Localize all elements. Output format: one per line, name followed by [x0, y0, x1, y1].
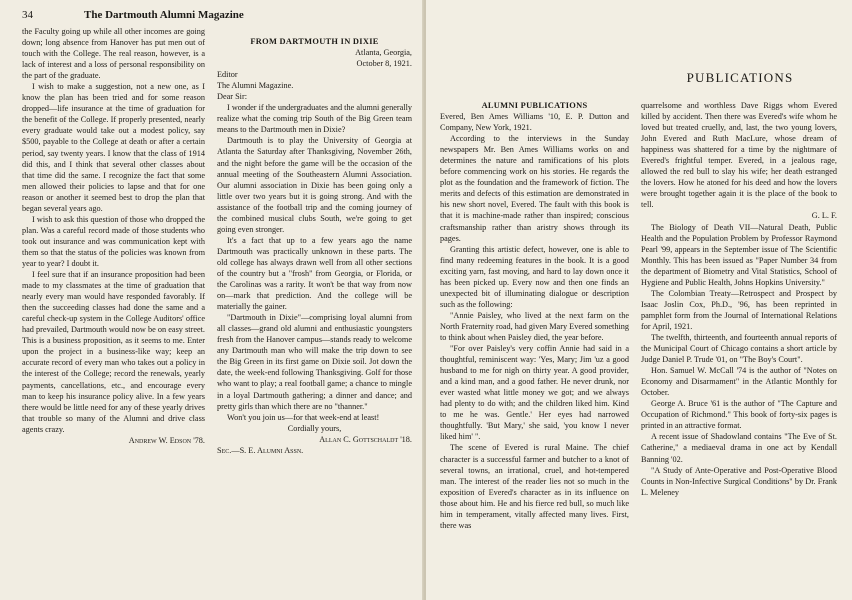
paragraph: quarrelsome and worthless Dave Riggs whom Evered killed by accident. Then there was Evered's wife whom he loved but treated cruelly, and, last, the two young lovers, John Evered and Ruth MacLure, whose dream of happiness was shattered for a time by the nightmare of Evered's frightful temper. Evered, in a jealous rage, allowed the red bull to slay his wife; her death estranged the lovers. How he atoned for his deed and how the lovers were brought together again it is the place of the book to tell. — [641, 101, 837, 210]
note-item: The Biology of Death VII—Natural Death, Public Health and the Population Problem by Professor Raymond Pearl '99, appears in the September issue of The Scientific Monthly. This has been issued as "Paper Number 34 from the department of Biometry and Vital Statistics, School of Hygiene and Public Health, Johns Hopkins University." — [641, 222, 837, 287]
dateline-place: Atlanta, Georgia, — [355, 48, 412, 58]
signer: Allan C. Gottschaldt '18. — [319, 434, 412, 444]
paragraph: I wish to make a suggestion, not a new one, as I know the plan has been tried and for some reason dropped—life insurance at the time of graduation for the benefit of the College. If properly presented, nearly every graduate would take out a modest policy, say $500, payable to the College at death or after a certain period, say twenty years. I know that the class of 1914 did this, and I think that several other classes about that time did the same. I recognize the fact that some men allowed their policies to lapse and that for one reason or another it seemed best to drop the plan that began several years ago. — [22, 82, 205, 213]
running-head — [22, 9, 402, 23]
salutation-editor: Editor — [217, 70, 238, 80]
salutation-magazine: The Alumni Magazine. — [217, 81, 294, 91]
salutation-greeting: Dear Sir: — [217, 92, 248, 102]
dixie-letter-column — [217, 36, 412, 596]
right-page — [426, 0, 852, 600]
paragraph: According to the interviews in the Sunday newspapers Mr. Ben Ames Williams works on and determines the nature and ramifications of his plots before commencing work on his stories. He regards the plot as the foundation and the framework of fiction. The merits and defects of this estimation are demonstrated in his new short novel, Evered. The fault with this book is that it is machine-made rather than inspired; conscious craftsmanship rather than aristry shows through its pages. — [440, 134, 629, 243]
signer-title: Sec.—S. E. Alumni Assn. — [217, 445, 304, 455]
paragraph: It's a fact that up to a few years ago the name Dartmouth was practically unknown in these parts. The old college has always drawn well from all other sections of the country but a "frosh" from Georgia, or Florida, or the Carolinas was a rarity. It won't be that way from now on—mark that prediction. And the college will be materially the gainer. — [217, 235, 412, 312]
quote-paragraph: "Annie Paisley, who lived at the next farm on the North Fraternity road, had given Mary Evered something to think about when Paisley died, the year before. — [440, 310, 629, 342]
column-heading: ALUMNI PUBLICATIONS — [481, 101, 588, 110]
note-item: A recent issue of Shadowland contains "The Eve of St. Catherine," a mediaeval drama in one act by Kendall Banning '02. — [641, 432, 837, 464]
paragraph: Won't you join us—for that week-end at least! — [227, 412, 380, 422]
publications-notes-column — [641, 100, 837, 596]
section-title: PUBLICATIONS — [686, 70, 794, 85]
signature: Andrew W. Edson '78. — [128, 435, 205, 445]
paragraph: the Faculty going up while all other incomes are going down; long absence from Hanover has put men out of touch with the College. The real reason, however, is a lack of interest and a loss of personal responsibility on the part of the graduate. — [22, 27, 205, 81]
page-number: 34 — [22, 9, 33, 21]
note-item: The Colombian Treaty—Retrospect and Prospect by Isaac Joslin Cox, Ph.D., '96, has been reprinted in pamphlet form from the Journal of International Relations for April, 1921. — [641, 288, 837, 331]
paragraph: Dartmouth is to play the University of Georgia at Atlanta the Saturday after Thanksgiving, November 26th, and the night before the game will be the occasion of the annual meeting of the Southeastern Alumni Association. Our alumni association in Dixie has been going only a little over two years but it is going strong. And with the assistance of the football trip and the coming journey of the combined musical clubs South, we're going to get going even stronger. — [217, 136, 412, 234]
note-item: "A Study of Ante-Operative and Post-Operative Blood Counts in Non-Infective Surgical Conditions" by Dr. Frank L. Meleney — [641, 465, 837, 497]
review-initials: G. L. F. — [811, 211, 837, 221]
paragraph: I feel sure that if an insurance proposition had been made to my classmates at the time of graduation that nearly every man would have responded favorably. If then the succeeding classes had done the same and a careful check-up system in the College Auditors' office had prevailed, Dartmouth would now be on easy street. This is a business proposition, as it seems to me. Enter upon the project in a business-like way; keep an accurate record of every man who takes out a policy in the interest of the College; record the renewals, yearly payments, cancellations, etc., and encourage every man to keep his insurance policy alive. In a few years there would be little need for any of these yearly drives that trouble so many of the Alumni and drive class agents crazy. — [22, 270, 205, 434]
closing: Cordially yours, — [287, 423, 342, 433]
paragraph: Granting this artistic defect, however, one is able to find many redeeming features in the book. It is a good exciting yarn, fast moving, and hard to lay down once it has been picked up. Every now and then one finds an unexpected bit of illuminating dialogue or description such as the following: — [440, 244, 629, 309]
alumni-publications-column — [440, 100, 629, 596]
dateline-date: October 8, 1921. — [356, 59, 412, 69]
book-citation: Evered, Ben Ames Williams '10, E. P. Dutton and Company, New York, 1921. — [440, 112, 629, 133]
magazine-title: The Dartmouth Alumni Magazine — [84, 9, 244, 21]
paragraph: The scene of Evered is rural Maine. The chief character is a successful farmer and butcher to a knot of several towns, an irrational, cruel, and hot-tempered man. The interest of the reader lies not so much in the exposition of Evered's character as in its influence on those about him. He and his fierce red bull, so much like him in temperament, vitally affected many lives. First, there was — [440, 443, 629, 530]
note-item: George A. Bruce '61 is the author of "The Capture and Occupation of Richmond." This book of forty-six pages is printed in an attractive format. — [641, 399, 837, 431]
quote-paragraph: "For over Paisley's very coffin Annie had said in a thoughtful, reminiscent way: 'Yes, Mary; Jim 'uz a good husband to me for nigh on thirty year. A good provider, and a kind man, and a good father. He never drunk, nor ever wasted what little money we got; and we always had plenty to do with; and the children liked him. Kind to me he was. Gentle.' Her eyes had narrowed thoughtfully. 'But Mary,' she said, 'you know I never liked him' ". — [440, 344, 629, 442]
paragraph: I wonder if the undergraduates and the alumni generally realize what the coming trip South of the Big Green team means to the Dartmouth men in Dixie? — [217, 103, 412, 135]
paragraph: "Dartmouth in Dixie"—comprising loyal alumni from all classes—grand old alumni and enthusiastic youngsters fresh from the Hanover campus—stands ready to welcome any Dartmouth man who will make the trip down to see the Big Green in its first game on Dixie soil. Jot down the date, the week-end following Thanksgiving. Golf for those who want to play; a real football game; a chance to mingle in a loyal Dartmouth gathering; a dinner and dance; and pretty girls than which there are no "thanner." — [217, 313, 412, 411]
left-page — [0, 0, 424, 600]
letter-heading: FROM DARTMOUTH IN DIXIE — [250, 37, 379, 46]
paragraph: I wish to ask this question of those who dropped the plan. Was a careful record made of those students who took out insurance and was communication kept with them so that the status of the policies was known from year to year? I doubt it. — [22, 214, 205, 268]
note-item: Hon. Samuel W. McCall '74 is the author of "Notes on Economy and Disarmament" in the Atlantic Monthly for October. — [641, 366, 837, 398]
insurance-letter-column — [22, 26, 205, 596]
note-item: The twelfth, thirteenth, and fourteenth annual reports of the Municipal Court of Chicago contains a short article by Judge Daniel P. Trude '01, on "The Boy's Court". — [641, 332, 837, 365]
